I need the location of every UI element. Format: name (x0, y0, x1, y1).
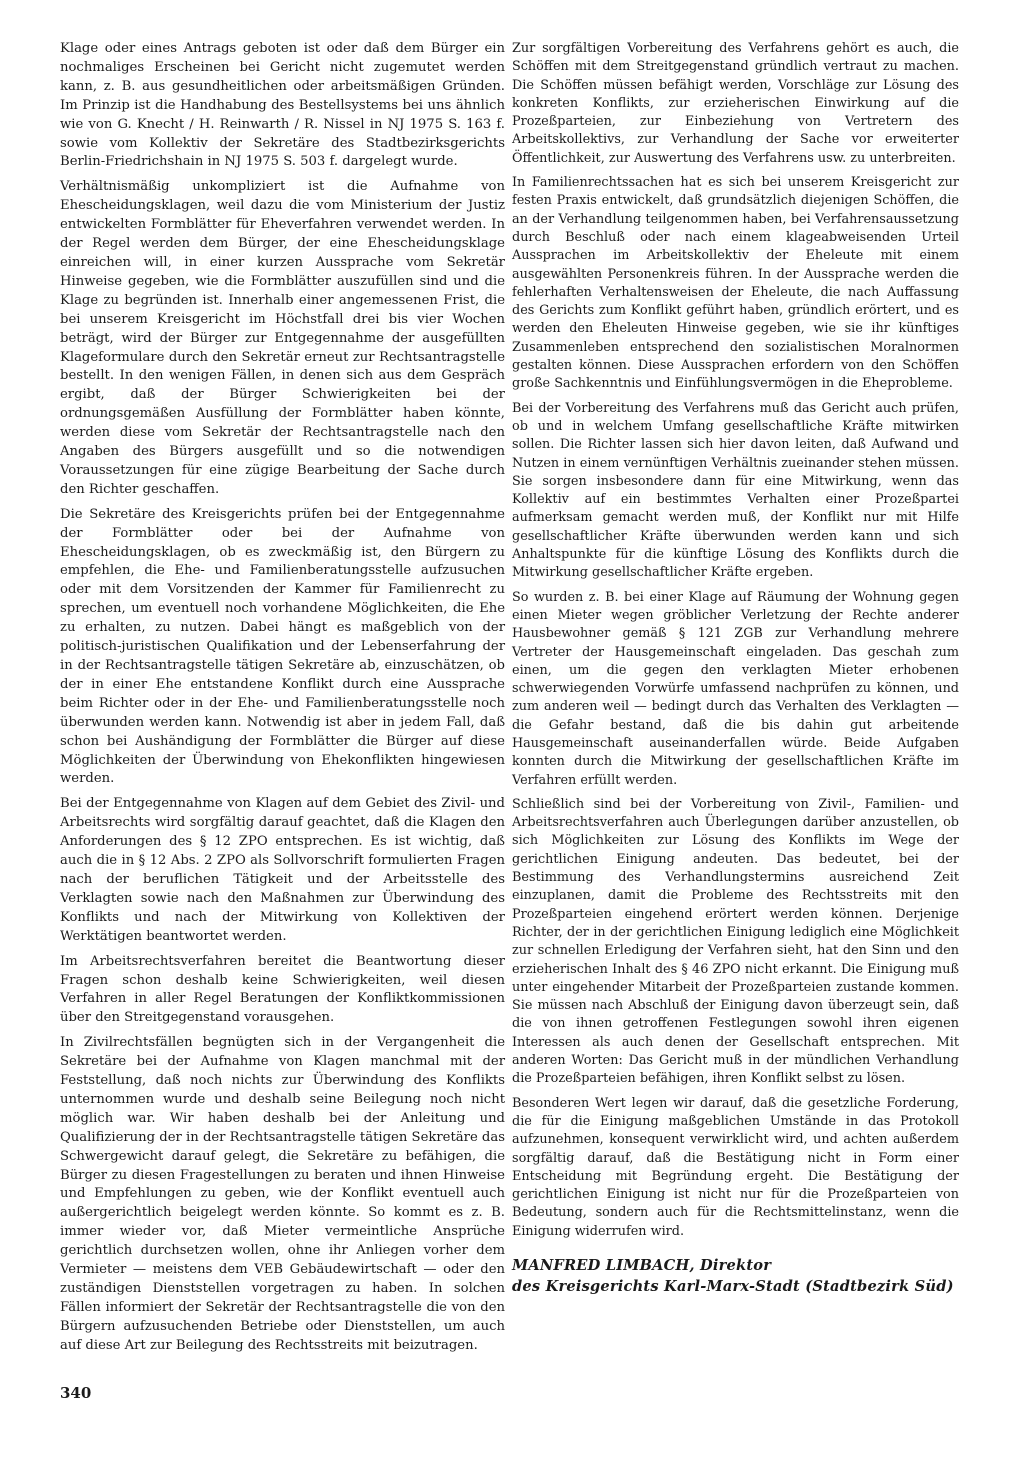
left-column (60, 40, 505, 1362)
author-name: MANFRED LIMBACH, Direktor (512, 1257, 772, 1274)
paragraph: Klage oder eines Antrags geboten ist oder daß dem Bürger ein nochmaliges Erscheinen bei Gericht nicht zugemutet werden kann, z. B. aus gesundheitlichen oder arbeitsmäßigen Gründen. Im Prinzip ist die Handhabung des Bestellsystems bei uns ähnlich wie von G. Knecht / H. Reinwarth / R. Nissel in NJ 1975 S. 163 f. sowie vom Kollektiv der Sekretäre des Stadtbezirksgerichts Berlin-Friedrichshain in NJ 1975 S. 503 f. dargelegt wurde. (60, 41, 505, 170)
paragraph: Die Sekretäre des Kreisgerichts prüfen bei der Entgegennahme der Formblätter oder bei der Aufnahme von Ehescheidungsklagen, ob es zweckmäßig ist, den Bürgern zu empfehlen, die Ehe- und Familienberatungsstelle aufzusuchen oder mit dem Vorsitzenden der Kammer für Familienrecht zu sprechen, um eventuell noch vorhandene Möglichkeiten, die Ehe zu erhalten, zu nutzen. Dabei hängt es maßgeblich von der politisch-juristischen Qualifikation und der Lebenserfahrung der in der Rechtsantragstelle tätigen Sekretäre ab, einzuschätzen, ob der in einer Ehe entstandene Konflikt durch eine Aussprache beim Richter oder in der Ehe- und Familienberatungsstelle noch überwunden werden kann. Notwendig ist aber in jedem Fall, daß schon bei Aushändigung der Formblätter die Bürger auf diese Möglichkeiten der Überwindung von Ehekonflikten hingewiesen werden. (60, 506, 505, 787)
paragraph: So wurden z. B. bei einer Klage auf Räumung der Wohnung gegen einen Mieter wegen gröblicher Verletzung der Rechte anderer Hausbewohner gemäß § 121 ZGB zur Verhandlung mehrere Vertreter der Hausgemeinschaft eingeladen. Das geschah zum einen, um die gegen den verklagten Mieter erhobenen schwerwiegenden Vorwürfe umfassend nachprüfen zu können, und zum anderen weil — bedingt durch das Verhalten des Verklagten — die Gefahr bestand, daß die bis dahin gut arbeitende Hausgemeinschaft auseinanderfallen würde. Beide Aufgaben konnten durch die Mitwirkung der gesellschaftlichen Kräfte im Verfahren erfüllt werden. (512, 589, 959, 788)
paragraph: Bei der Entgegennahme von Klagen auf dem Gebiet des Zivil- und Arbeitsrechts wird sorgfältig darauf geachtet, daß die Klagen den Anforderungen des § 12 ZPO entsprechen. Es ist wichtig, daß auch die in § 12 Abs. 2 ZPO als Sollvorschrift formulierten Fragen nach der beruflichen Tätigkeit und der Arbeitsstelle des Verklagten sowie nach den Maßnahmen zur Überwindung des Konflikts und nach der Mitwirkung von Kollektiven der Werktätigen beantwortet werden. (60, 796, 505, 944)
paragraph: In Zivilrechtsfällen begnügten sich in der Vergangenheit die Sekretäre bei der Aufnahme von Klagen manchmal mit der Feststellung, daß noch nichts zur Überwindung des Konflikts unternommen wurde und deshalb seine Beilegung noch nicht möglich war. Wir haben deshalb bei der Anleitung und Qualifizierung der in der Rechtsantragstelle tätigen Sekretäre das Schwergewicht darauf gelegt, die Sekretäre zu befähigen, die Bürger zu diesen Fragestellungen zu beraten und ihnen Hinweise und Empfehlungen zu geben, wie der Konflikt eventuell auch außergerichtlich beigelegt werden könnte. So kommt es z. B. immer wieder vor, daß Mieter vermeintliche Ansprüche gerichtlich durchsetzen wollen, ohne ihr Anliegen vorher dem Vermieter — meistens dem VEB Gebäudewirtschaft — oder den zuständigen Dienststellen vorgetragen zu haben. In solchen Fällen informiert der Sekretär der Rechtsantragstelle die von den Bürgern aufzusuchenden Betriebe oder Dienststellen, um auch auf diese Art zur Beilegung des Rechtsstreits mit beizutragen. (60, 1035, 506, 1353)
paragraph: Besonderen Wert legen wir darauf, daß die gesetzliche Forderung, die für die Einigung maßgeblichen Umstände in das Protokoll aufzunehmen, konsequent verwirklicht wird, und achten außerdem sorgfältig darauf, daß die Bestätigung nicht in Form einer Entscheidung mit Begründung ergeht. Die Bestätigung der gerichtlichen Einigung ist nicht nur für die Prozeßparteien von Bedeutung, sondern auch für die Rechtsmittelinstanz, wenn die Einigung widerrufen wird. (512, 1095, 959, 1239)
paragraph: Bei der Vorbereitung des Verfahrens muß das Gericht auch prüfen, ob und in welchem Umfang gesellschaftliche Kräfte mitwirken sollen. Die Richter lassen sich hier davon leiten, daß Aufwand und Nutzen in einem vernünftigen Verhältnis zueinander stehen müssen. Sie sorgen insbesondere dann für eine Mitwirkung, wenn das Kollektiv auf ein bestimmtes Verhalten einer Prozeßpartei aufmerksam gemacht werden muß, der Konflikt nur mit Hilfe gesellschaftlicher Kräfte überwunden werden kann und sich Anhaltspunkte für die künftige Lösung des Konflikts durch die Mitwirkung gesellschaftlicher Kräfte ergeben. (512, 400, 959, 581)
page-number: 340 (60, 1384, 92, 1402)
paragraph: Zur sorgfältigen Vorbereitung des Verfahrens gehört es auch, die Schöffen mit dem Streitgegenstand gründlich vertraut zu machen. Die Schöffen müssen befähigt werden, Vorschläge zur Lösung des konkreten Konflikts, zur erzieherischen Einwirkung auf die Prozeßparteien, zur Einbeziehung von Vertretern des Arbeitskollektivs, zur Verhandlung der Sache vor erweiterter Öffentlichkeit, zur Auswertung des Verfahrens usw. zu unterbreiten. (512, 41, 959, 166)
paragraph: In Familienrechtssachen hat es sich bei unserem Kreisgericht zur festen Praxis entwickelt, daß grundsätzlich diejenigen Schöffen, die an der Verhandlung teilgenommen haben, bei Verfahrensaussetzung durch Beschluß oder nach einem klageabweisenden Urteil Aussprachen im Arbeitskollektiv der Eheleute mit einem ausgewählten Personenkreis führen. In der Aussprache werden die fehlerhaften Verhaltensweisen der Eheleute, die nach Auffassung des Gerichts zum Konflikt geführt haben, gründlich erörtert, und es werden den Eheleuten Hinweise gegeben, wie sie ihr künftiges Zusammenleben entsprechend den sozialistischen Moralnormen gestalten können. Diese Aussprachen erfordern von den Schöffen große Sachkenntnis und Einfühlungsvermögen in die Eheprobleme. (512, 175, 959, 392)
author-affiliation: des Kreisgerichts Karl-Marx-Stadt (Stadtbezirk Süd) (512, 1278, 954, 1295)
author-signature (512, 1255, 959, 1297)
paragraph: Im Arbeitsrechtsverfahren bereitet die Beantwortung dieser Fragen schon deshalb keine Schwierigkeiten, weil diesen Verfahren in aller Regel Beratungen der Konfliktkommissionen über den Streitgegenstand vorausgehen. (60, 953, 505, 1026)
right-column (512, 40, 959, 1297)
paragraph: Schließlich sind bei der Vorbereitung von Zivil-, Familien- und Arbeitsrechtsverfahren auch Überlegungen darüber anzustellen, ob sich Möglichkeiten zur Lösung des Konflikts im Wege der gerichtlichen Einigung andeuten. Das bedeutet, bei der Bestimmung des Verhandlungstermins ausreichend Zeit einzuplanen, damit die Probleme des Rechtsstreits mit den Prozeßparteien eingehend erörtert werden können. Derjenige Richter, der in der gerichtlichen Einigung lediglich eine Möglichkeit zur schnellen Erledigung der Verfahren sieht, hat den Sinn und den erzieherischen Inhalt des § 46 ZPO nicht erkannt. Die Einigung muß unter eingehender Mitarbeit der Prozeßparteien zustande kommen. Sie müssen nach Abschluß der Einigung davon überzeugt sein, daß die von ihnen getroffenen Festlegungen sowohl ihren eigenen Interessen als auch denen der Gesellschaft entsprechen. Mit anderen Worten: Das Gericht muß in der mündlichen Verhandlung die Prozeßparteien befähigen, ihren Konflikt selbst zu lösen. (512, 796, 959, 1087)
paragraph: Verhältnismäßig unkompliziert ist die Aufnahme von Ehescheidungsklagen, weil dazu die vom Ministerium der Justiz entwickelten Formblätter für Eheverfahren verwendet werden. In der Regel werden dem Bürger, der eine Ehescheidungsklage einreichen will, in einer kurzen Aussprache vom Sekretär Hinweise gegeben, wie die Formblätter auszufüllen sind und die Klage zu begründen ist. Innerhalb einer angemessenen Frist, die bei unserem Kreisgericht im Höchstfall drei bis vier Wochen beträgt, wird der Bürger zur Entgegennahme der ausgefüllten Klageformulare durch den Sekretär erneut zur Rechtsantragstelle bestellt. In den wenigen Fällen, in denen sich aus dem Gespräch ergibt, daß der Bürger Schwierigkeiten bei der ordnungsgemäßen Ausfüllung der Formblätter haben könnte, werden diese vom Sekretär der Rechtsantragstelle nach den Angaben des Bürgers ausgefüllt und so die notwendigen Voraussetzungen für eine zügige Bearbeitung der Sache durch den Richter geschaffen. (60, 179, 505, 497)
